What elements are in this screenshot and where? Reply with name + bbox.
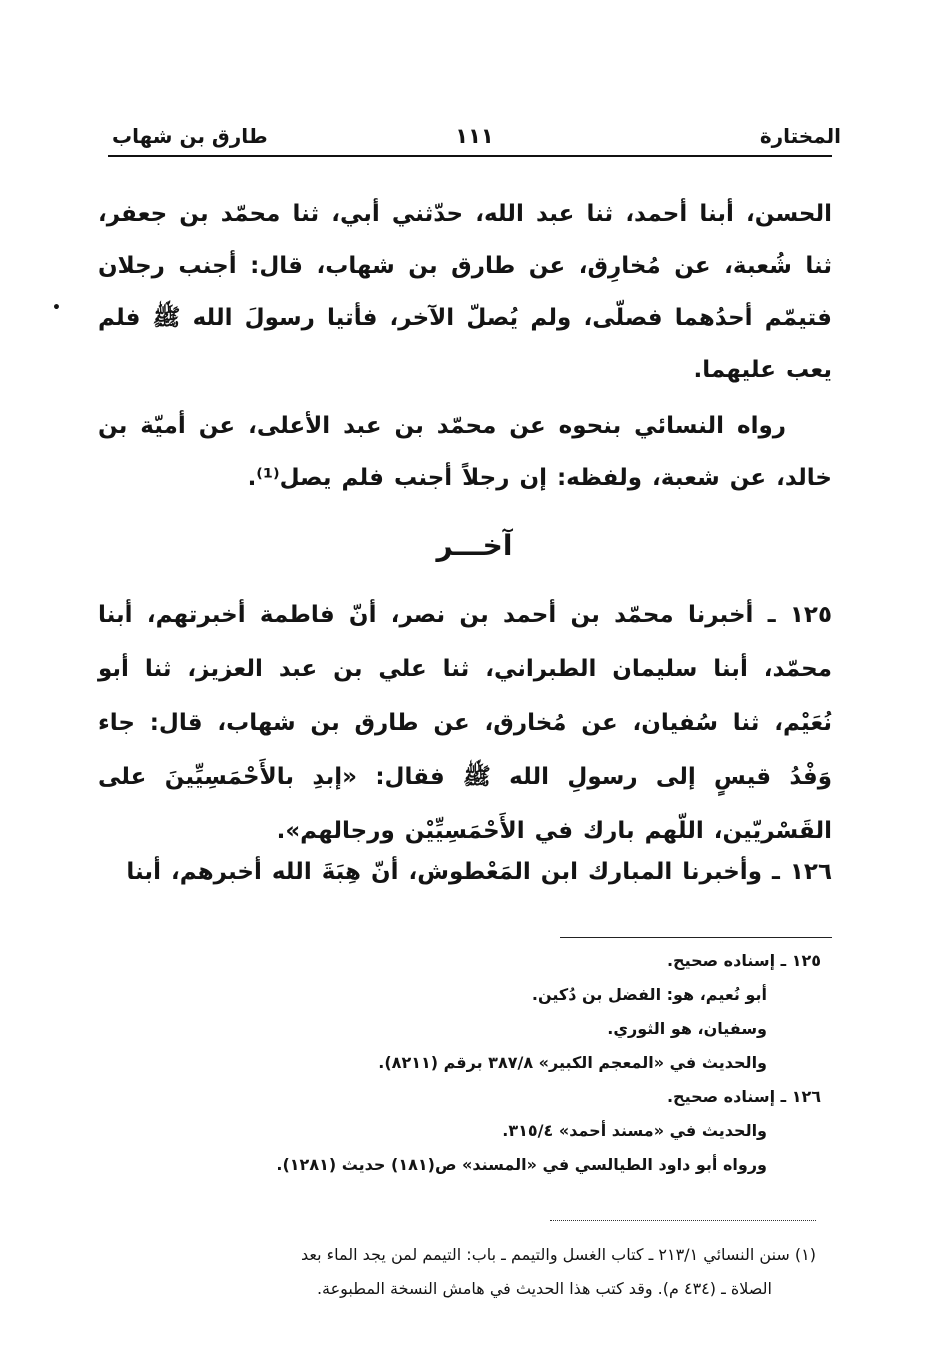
note-125-line: والحديث في «المعجم الكبير» ٣٨٧/٨ برقم (٨٢١١). [378,1053,767,1072]
note-125-line: وسفيان، هو الثوري. [607,1019,767,1038]
note-126-line: ورواه أبو داود الطيالسي في «المسند» ص(١٨١) حديث (١٢٨١). [276,1155,767,1174]
hadith-125-paragraph: ١٢٥ ـ أخبرنا محمّد بن أحمد بن نصر، أنّ فاطمة أخبرتهم، أبنا محمّد، أبنا سليمان الطبراني، ثنا علي بن عبد العزيز، ثنا أبو نُعَيْم، ثنا سُفيان، عن مُخارق، عن طارق بن شهاب، قال: جاء وَفْدُ قيسٍ إلى رسولِ الله ﷺ فقال: «إبدِ بالأَحْمَسِيِّينَ على القَسْريّين، اللّهم بارك في الأَحْمَسِيِّيْن ورجالهم». [98,602,832,844]
running-header-book-title: المختارة [759,124,841,148]
hadith-126-paragraph: ١٢٦ ـ وأخبرنا المبارك ابن المَعْطوش، أنّ هِبَةَ الله أخبرهم، أبنا [126,859,832,885]
notes-separator [560,937,832,938]
note-126-line: والحديث في «مسند أحمد» ٣١٥/٤. [502,1121,767,1140]
margin-dot: • [52,300,61,316]
footnote-line: (١) سنن النسائي ٢١٣/١ ـ كتاب الغسل والتيمم ـ باب: التيمم لمن يجد الماء بعد [300,1245,816,1264]
header-rule [108,155,832,157]
note-125-line: أبو نُعيم، هو: الفضل بن دُكين. [531,985,767,1004]
footnote [92,1238,816,1306]
note-125-title: ١٢٥ ـ إسناده صحيح. [666,951,821,970]
page-number: ١١١ [455,124,494,148]
note-126-title: ١٢٦ ـ إسناده صحيح. [666,1087,821,1106]
footnote-separator [550,1220,816,1221]
running-header-section: طارق بن شهاب [112,124,268,148]
narration-note-paragraph: رواه النسائي بنحوه عن محمّد بن عبد الأعلى، عن أميّة بن خالد، عن شعبة، ولفظه: إن رجلاً أجنب فلم يصل⁽¹⁾. [98,413,832,491]
footnote-line: الصلاة ـ (٤٣٤ م). وقد كتب هذا الحديث في هامش النسخة المطبوعة. [316,1279,772,1298]
editor-notes [121,944,821,1182]
section-heading: آخـــر [436,529,513,562]
hadith-paragraph-continued: الحسن، أبنا أحمد، ثنا عبد الله، حدّثني أبي، ثنا محمّد بن جعفر، ثنا شُعبة، عن مُخارِق، عن طارق بن شهاب، قال: أجنب رجلان فتيمّم أحدُهما فصلّى، ولم يُصلّ الآخر، فأتيا رسولَ الله ﷺ فلم يعب عليهما. [98,201,832,383]
